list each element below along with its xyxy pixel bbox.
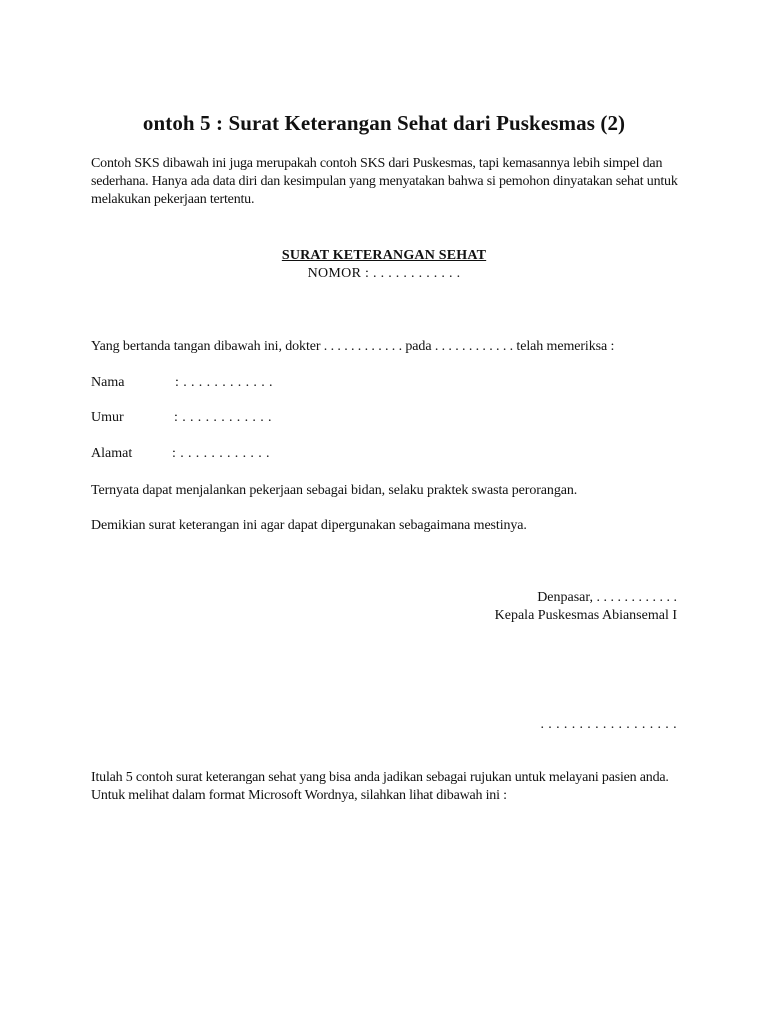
field-value-nama: : . . . . . . . . . . . . bbox=[175, 375, 273, 390]
field-label-nama: Nama bbox=[91, 375, 125, 390]
signature-line: . . . . . . . . . . . . . . . . . . bbox=[540, 717, 677, 732]
letter-number: NOMOR : . . . . . . . . . . . . bbox=[307, 266, 461, 281]
place-date: Denpasar, . . . . . . . . . . . . bbox=[537, 590, 677, 605]
field-value-alamat: : . . . . . . . . . . . . bbox=[172, 446, 270, 461]
letter-statement: Ternyata dapat menjalankan pekerjaan sebagai bidan, selaku praktek swasta perorangan. bbox=[91, 483, 578, 498]
field-label-umur: Umur bbox=[91, 410, 124, 425]
letter-closing: Demikian surat keterangan ini agar dapat dipergunakan sebagaimana mestinya. bbox=[91, 518, 527, 533]
letter-opening: Yang bertanda tangan dibawah ini, dokter . . . . . . . . . . . . pada . . . . . . . . . . . . telah memeriksa : bbox=[91, 339, 615, 354]
intro-paragraph: Contoh SKS dibawah ini juga merupakah contoh SKS dari Puskesmas, tapi kemasannya lebih simpel dan sederhana. Hanya ada data diri dan kesimpulan yang menyatakan bahwa si pemohon dinyatakan sehat untuk melakukan pekerjaan tertentu. bbox=[91, 156, 678, 207]
signer-title: Kepala Puskesmas Abiansemal I bbox=[494, 608, 677, 623]
page-heading: ontoh 5 : Surat Keterangan Sehat dari Puskesmas (2) bbox=[142, 111, 626, 135]
letter-title: SURAT KETERANGAN SEHAT bbox=[281, 248, 487, 263]
field-value-umur: : . . . . . . . . . . . . bbox=[174, 410, 272, 425]
field-label-alamat: Alamat bbox=[91, 446, 133, 461]
outro-paragraph: Itulah 5 contoh surat keterangan sehat yang bisa anda jadikan sebagai rujukan untuk melayani pasien anda. Untuk melihat dalam format Microsoft Wordnya, silahkan lihat dibawah ini : bbox=[91, 770, 669, 803]
